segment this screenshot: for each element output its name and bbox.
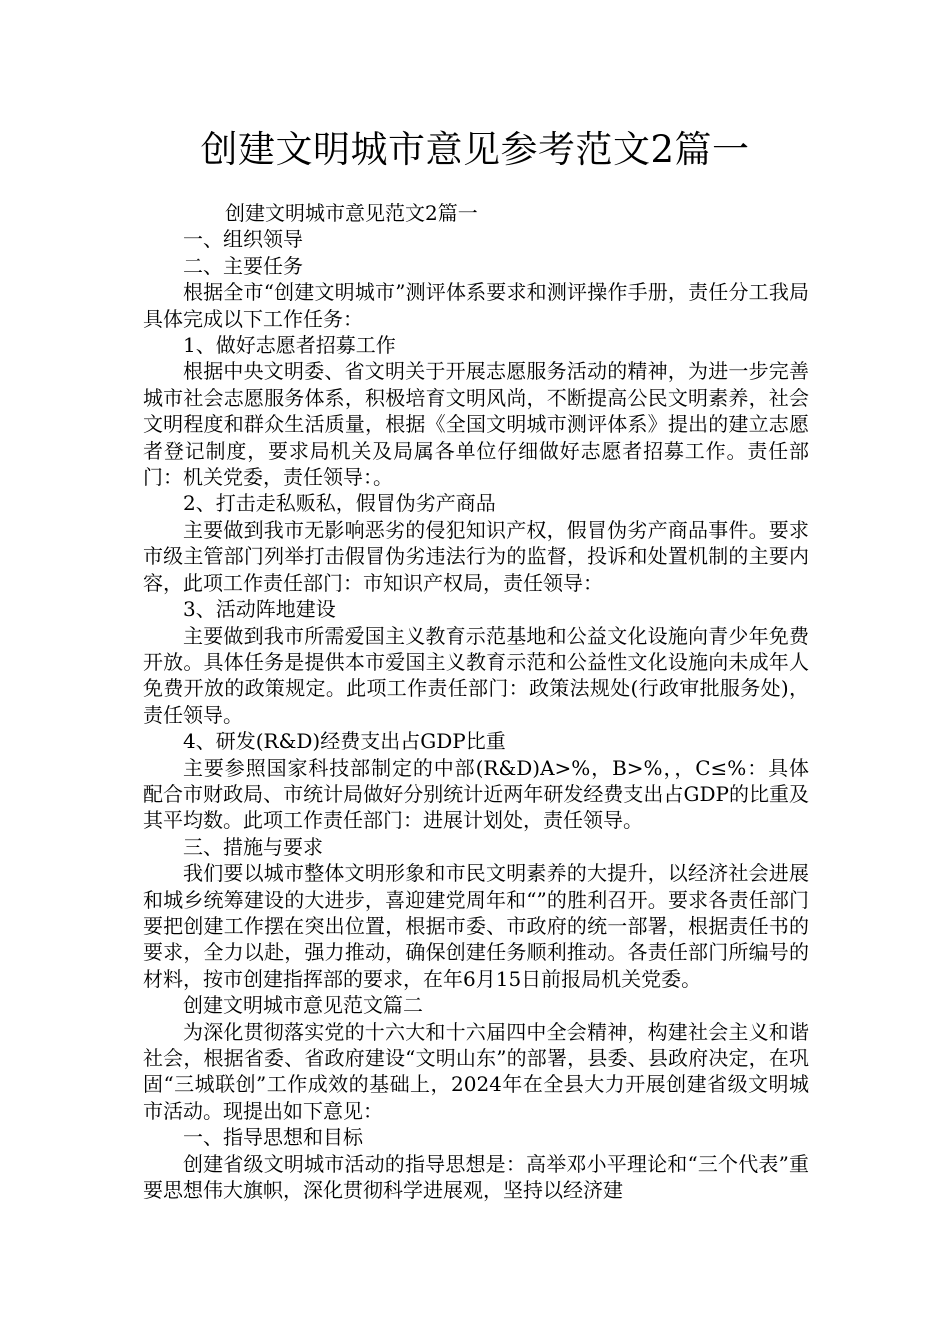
- paragraph-heading: 二、主要任务: [183, 253, 303, 278]
- paragraph: 根据全市“创建文明城市”测评体系要求和测评操作手册，责任分工我局具体完成以下工作任务：: [143, 280, 809, 331]
- paragraph: 根据中央文明委、省文明关于开展志愿服务活动的精神，为进一步完善城市社会志愿服务体系，积极培育文明风尚，不断提高公民文明素养，社会文明程度和群众生活质量，根据《全国文明城市测评体系》提出的建立志愿者登记制度，要求局机关及局属各单位仔细做好志愿者招募工作。责任部门：机关党委，责任领导：。: [143, 359, 809, 490]
- paragraph: 我们要以城市整体文明形象和市民文明素养的大提升，以经济社会进展和城乡统筹建设的大进步，喜迎建党周年和“”的胜利召开。要求各责任部门要把创建工作摆在突出位置，根据市委、市政府的统一部署，根据责任书的要求，全力以赴，强力推动，确保创建任务顺利推动。各责任部门所编号的材料，按市创建指挥部的要求，在年6月15日前报局机关党委。: [143, 861, 809, 991]
- paragraph-heading: 创建文明城市意见范文篇二: [183, 993, 423, 1018]
- paragraph: 创建省级文明城市活动的指导思想是：高举邓小平理论和“三个代表”重要思想伟大旗帜，深化贯彻科学进展观，坚持以经济建: [143, 1151, 809, 1203]
- paragraph: 主要参照国家科技部制定的中部(R&D)A>%，B>%，，C≤%：具体配合市财政局、市统计局做好分别统计近两年研发经费支出占GDP的比重及其平均数。此项工作责任部门：进展计划处，责任领导。: [143, 755, 809, 833]
- paragraph-heading: 一、组织领导: [183, 227, 303, 252]
- paragraph: 主要做到我市所需爱国主义教育示范基地和公益文化设施向青少年免费开放。具体任务是提供本市爱国主义教育示范和公益性文化设施向未成年人免费开放的政策规定。此项工作责任部门：政策法规处(行政审批服务处)，责任领导。: [143, 623, 809, 727]
- paragraph-heading: 1、做好志愿者招募工作: [183, 333, 396, 358]
- document-title: 创建文明城市意见参考范文2篇一: [200, 128, 750, 171]
- paragraph-heading: 4、研发(R&D)经费支出占GDP比重: [183, 729, 506, 754]
- paragraph: 主要做到我市无影响恶劣的侵犯知识产权，假冒伪劣产商品事件。要求市级主管部门列举打击假冒伪劣违法行为的监督，投诉和处置机制的主要内容，此项工作责任部门：市知识产权局，责任领导：: [143, 517, 809, 595]
- paragraph-heading: 3、活动阵地建设: [183, 597, 336, 622]
- paragraph: 为深化贯彻落实党的十六大和十六届四中全会精神，构建社会主义和谐社会，根据省委、省政府建设“文明山东”的部署，县委、县政府决定，在巩固“三城联创”工作成效的基础上，2024年在全县大力开展创建省级文明城市活动。现提出如下意见：: [143, 1019, 809, 1123]
- document-body: [143, 200, 809, 1203]
- paragraph-heading: 三、措施与要求: [183, 834, 323, 859]
- paragraph-heading: 2、打击走私贩私，假冒伪劣产商品: [183, 491, 496, 516]
- paragraph-heading: 一、指导思想和目标: [183, 1125, 363, 1150]
- paragraph-subtitle: 创建文明城市意见范文2篇一: [225, 201, 478, 225]
